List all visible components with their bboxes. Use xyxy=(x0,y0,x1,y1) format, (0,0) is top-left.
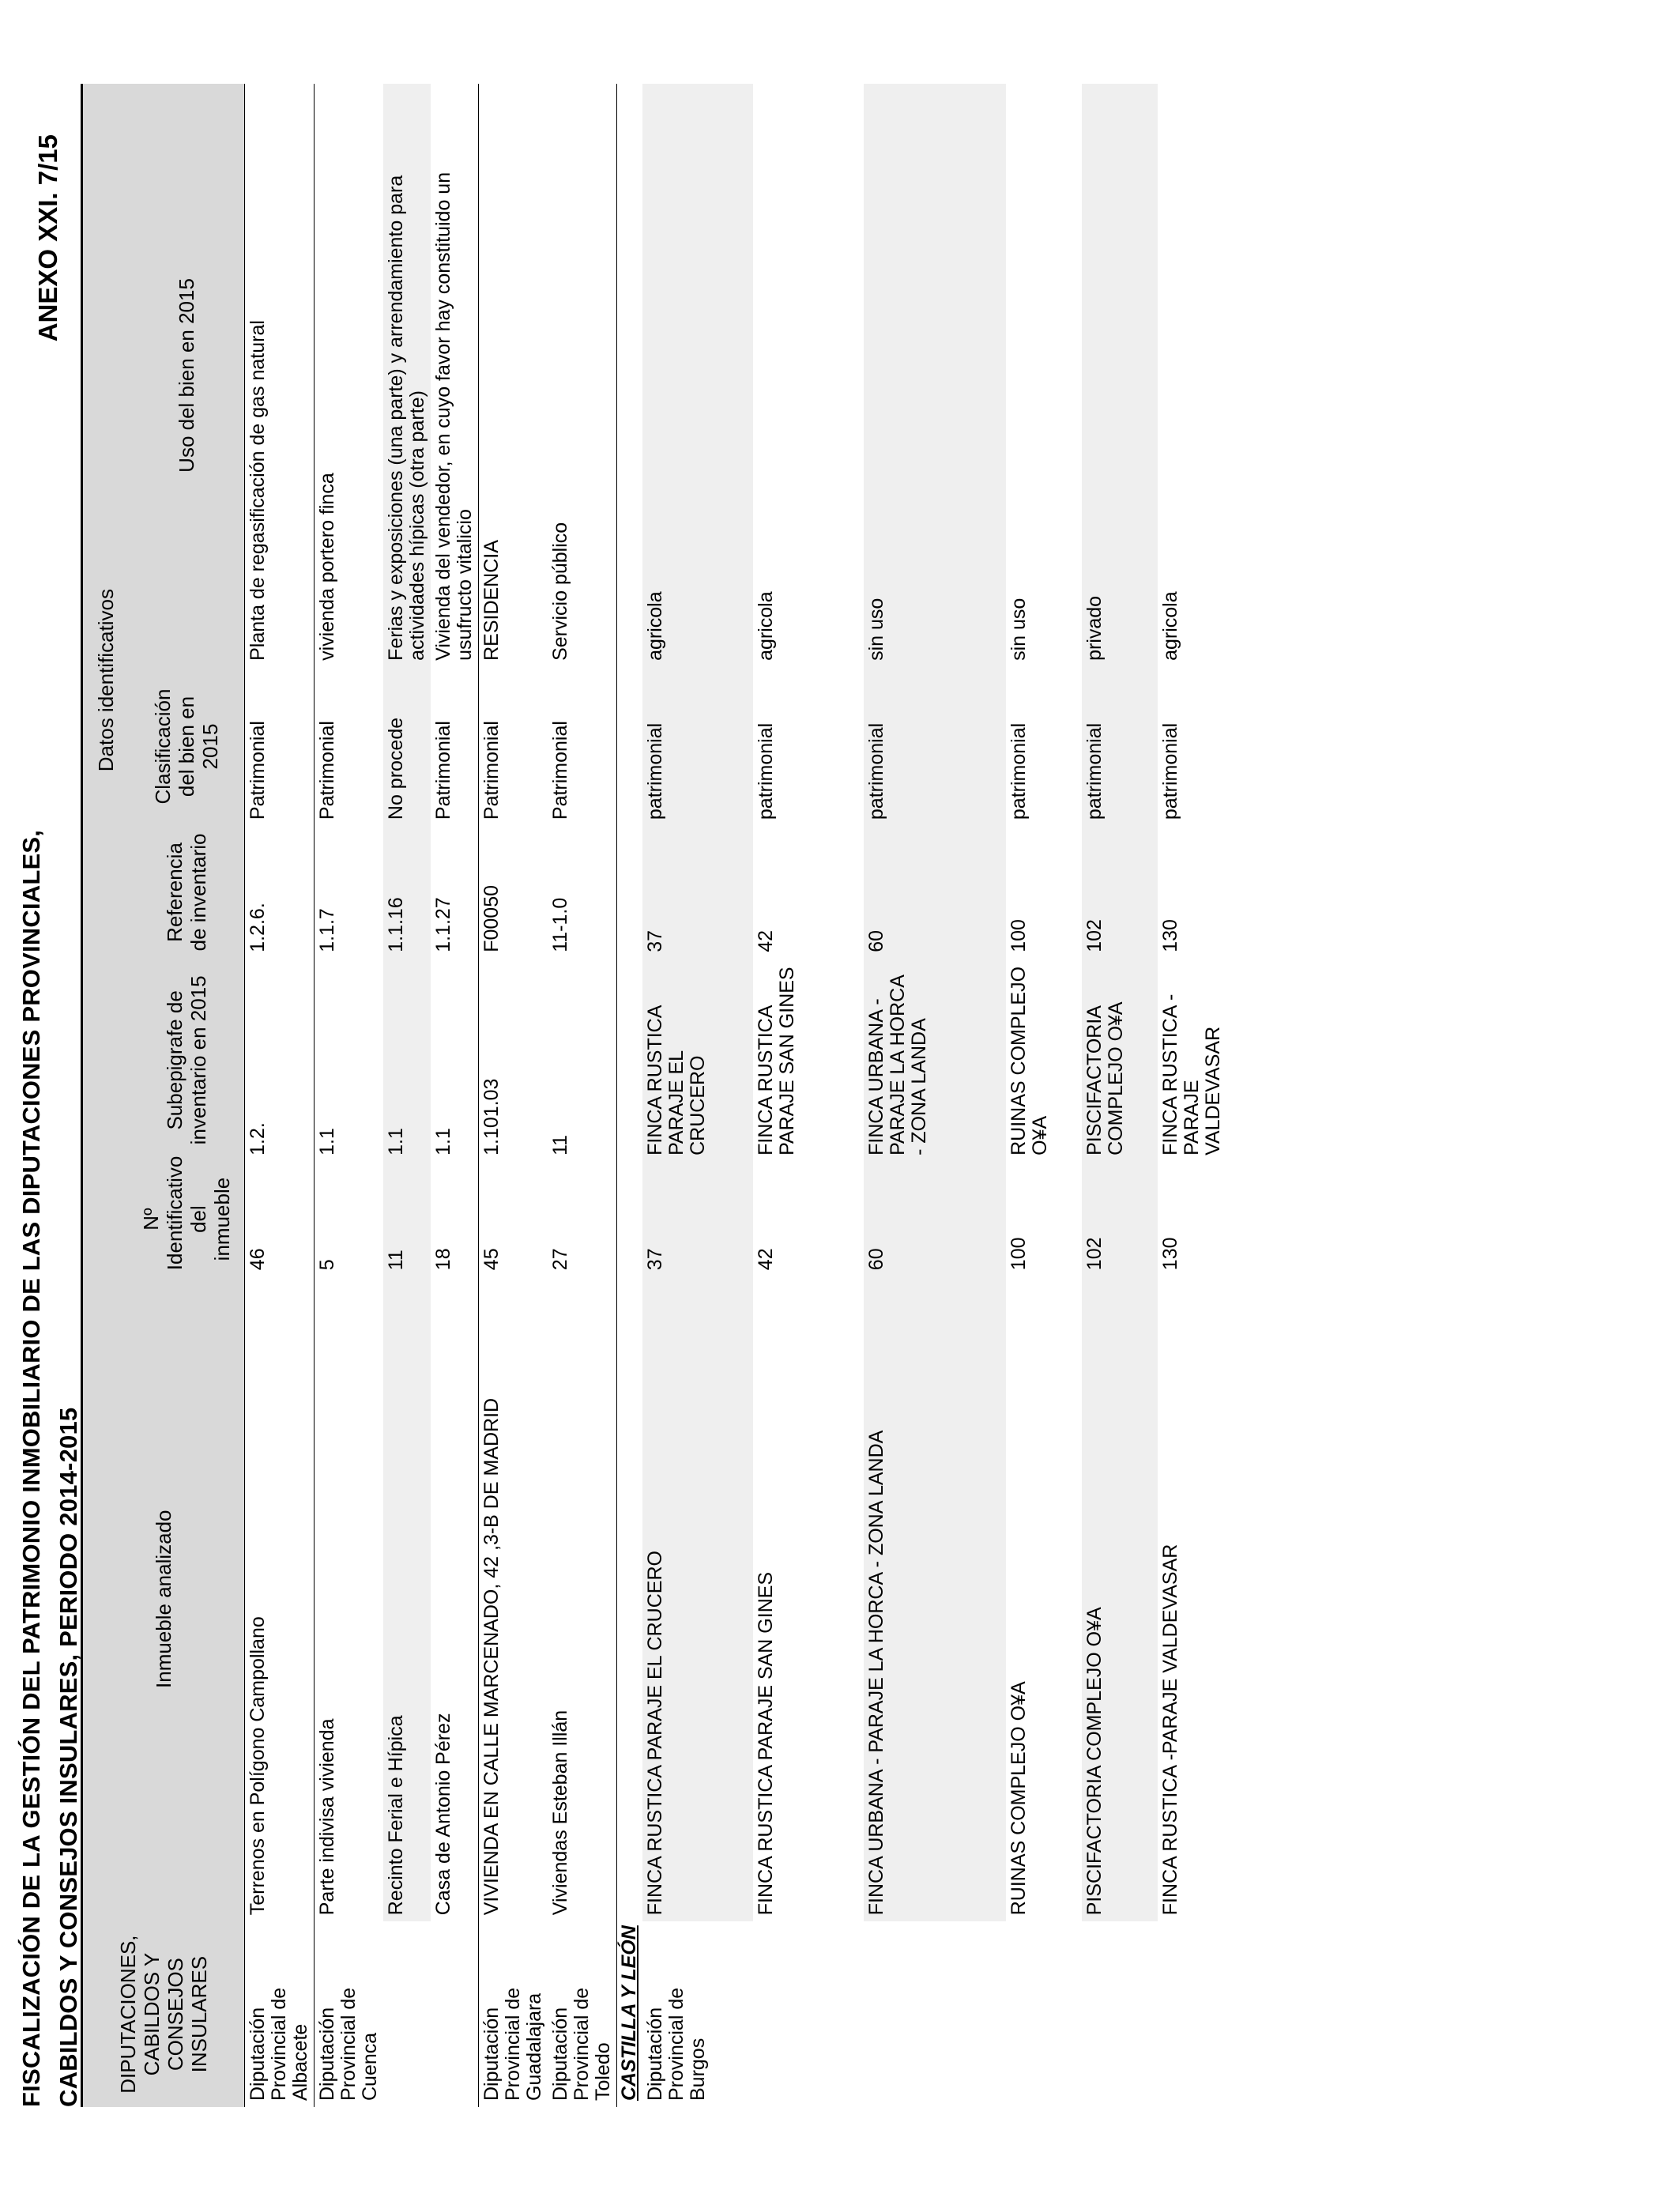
cell-numero: 102 xyxy=(1082,1162,1158,1276)
cell-diputacion xyxy=(383,1921,431,2107)
cell-subepigrafe: FINCA RUSTICA PARAJE EL CRUCERO xyxy=(642,959,753,1162)
cell-diputacion: Diputación Provincial de Albacete xyxy=(245,1921,315,2107)
title-line-1: FISCALIZACIÓN DE LA GESTIÓN DEL PATRIMONIO INMOBILIARIO DE LAS DIPUTACIONES PROVINCIALES, xyxy=(17,829,45,2107)
cell-numero: 42 xyxy=(755,1248,777,1271)
title-line-2: CABILDOS Y CONSEJOS INSULARES, PERIODO 2014-2015 xyxy=(55,1407,82,2107)
cell-uso: agricola xyxy=(642,84,753,667)
cell-inmueble: Recinto Ferial e Hípica xyxy=(385,1715,407,1916)
cell-uso: sin uso xyxy=(1008,598,1030,661)
table-row xyxy=(548,84,617,2107)
cell-subepigrafe: 11 xyxy=(549,1134,571,1155)
cell-uso: RESIDENCIA xyxy=(479,84,548,667)
inventory-table xyxy=(81,84,1260,2107)
col-header-numero: Nº Identificativo del inmueble xyxy=(129,1162,245,1276)
cell-uso: sin uso xyxy=(864,84,1006,667)
cell-referencia: 1.1.7 xyxy=(315,826,384,959)
col-header-inmueble: Inmueble analizado xyxy=(82,1276,245,1921)
table-row xyxy=(864,84,1006,2107)
cell-diputacion xyxy=(864,1921,1006,2107)
cell-diputacion xyxy=(431,1921,479,2107)
cell-subepigrafe: 1.1 xyxy=(315,959,384,1162)
cell-inmueble: Parte indivisa vivienda xyxy=(315,1276,384,1921)
cell-numero: 37 xyxy=(642,1162,753,1276)
cell-clasificacion: Patrimonial xyxy=(245,667,315,826)
cell-numero: 5 xyxy=(315,1162,384,1276)
cell-subepigrafe: FINCA RUSTICA PARAJE SAN GINES xyxy=(755,967,798,1155)
cell-diputacion: Diputación Provincial de Toledo xyxy=(549,1987,614,2101)
col-header-uso: Uso del bien en 2015 xyxy=(129,84,245,667)
cell-uso: Servicio público xyxy=(549,522,571,661)
cell-clasificacion: patrimonial xyxy=(864,667,1006,826)
cell-inmueble: Terrenos en Polígono Campollano xyxy=(245,1276,315,1921)
section-title: CASTILLA Y LEÓN xyxy=(617,84,643,2107)
cell-inmueble: PISCIFACTORIA COMPLEJO O¥A xyxy=(1082,1276,1158,1921)
cell-clasificacion: Patrimonial xyxy=(479,667,548,826)
cell-inmueble: FINCA RUSTICA PARAJE EL CRUCERO xyxy=(642,1276,753,1921)
cell-referencia: 42 xyxy=(755,929,777,952)
table-row xyxy=(1006,84,1082,2107)
cell-diputacion xyxy=(1082,1921,1158,2107)
cell-uso: agricola xyxy=(1159,591,1181,661)
cell-diputacion: Diputación Provincial de Guadalajara xyxy=(479,1921,548,2107)
cell-diputacion: Diputación Provincial de Cuenca xyxy=(315,1921,384,2107)
cell-uso: vivienda portero finca xyxy=(315,84,384,667)
table-row xyxy=(642,84,753,2107)
annex-label: ANEXO XXI. 7/15 xyxy=(33,134,62,342)
cell-clasificacion: patrimonial xyxy=(1082,667,1158,826)
table-row xyxy=(245,84,315,2107)
cell-diputacion xyxy=(1158,1921,1260,2107)
cell-subepigrafe: 1.1 xyxy=(385,1128,407,1155)
cell-referencia: 1.1.27 xyxy=(432,897,454,952)
col-header-subepigrafe: Subepigrafe de inventario en 2015 xyxy=(129,959,245,1162)
group-header: Datos identificativos xyxy=(82,84,130,1276)
cell-clasificacion: patrimonial xyxy=(755,722,777,820)
cell-numero: 27 xyxy=(549,1248,571,1271)
cell-referencia: 130 xyxy=(1159,919,1181,952)
cell-numero: 18 xyxy=(432,1248,454,1271)
cell-numero: 60 xyxy=(864,1162,1006,1276)
cell-uso: privado xyxy=(1082,84,1158,667)
cell-diputacion: Diputación Provincial de Burgos xyxy=(644,1987,709,2101)
cell-uso: Ferias y exposiciones (una parte) y arrendamiento para actividades hípicas (otra parte) xyxy=(385,175,428,661)
cell-referencia: 100 xyxy=(1008,919,1030,952)
table-row xyxy=(431,84,479,2107)
cell-subepigrafe: FINCA RUSTICA - PARAJE VALDEVASAR xyxy=(1159,993,1224,1155)
cell-clasificacion: patrimonial xyxy=(642,667,753,826)
cell-numero: 46 xyxy=(245,1162,315,1276)
col-header-clasificacion: Clasificación del bien en 2015 xyxy=(129,667,245,826)
cell-uso: Planta de regasificación de gas natural xyxy=(245,84,315,667)
cell-subepigrafe: FINCA URBANA - PARAJE LA HORCA - ZONA LANDA xyxy=(864,959,1006,1162)
cell-referencia: 37 xyxy=(642,826,753,959)
cell-referencia: 60 xyxy=(864,826,1006,959)
cell-numero: 45 xyxy=(479,1162,548,1276)
cell-inmueble: VIVIENDA EN CALLE MARCENADO, 42 ,3-B DE MADRID xyxy=(479,1276,548,1921)
cell-referencia: 1.1.16 xyxy=(385,897,407,952)
cell-clasificacion: patrimonial xyxy=(1159,722,1181,820)
col-header-referencia: Referencia de inventario xyxy=(129,826,245,959)
table-row xyxy=(1082,84,1158,2107)
cell-uso: agricola xyxy=(755,591,777,661)
cell-clasificacion: patrimonial xyxy=(1008,722,1030,820)
cell-inmueble: Viviendas Esteban Illán xyxy=(549,1710,571,1916)
table-row xyxy=(1158,84,1260,2107)
cell-inmueble: Casa de Antonio Pérez xyxy=(432,1713,454,1916)
cell-referencia: 11-1.0 xyxy=(549,897,571,952)
table-row xyxy=(753,84,864,2107)
cell-clasificacion: Patrimonial xyxy=(315,667,384,826)
cell-numero: 130 xyxy=(1159,1237,1181,1271)
cell-subepigrafe: 1.101.03 xyxy=(479,959,548,1162)
cell-diputacion xyxy=(753,1921,864,2107)
cell-clasificacion: No procede xyxy=(385,717,407,820)
cell-subepigrafe: PISCIFACTORIA COMPLEJO O¥A xyxy=(1082,959,1158,1162)
cell-numero: 11 xyxy=(385,1250,407,1271)
cell-diputacion xyxy=(1006,1921,1082,2107)
cell-clasificacion: Patrimonial xyxy=(432,721,454,820)
cell-referencia: F00050 xyxy=(479,826,548,959)
cell-uso: Vivienda del vendedor, en cuyo favor hay constituido un usufructo vitalicio xyxy=(432,172,476,661)
col-header-diputacion: DIPUTACIONES, CABILDOS Y CONSEJOS INSULARES xyxy=(82,1921,245,2107)
cell-numero: 100 xyxy=(1008,1237,1030,1271)
cell-subepigrafe: RUINAS COMPLEJO O¥A xyxy=(1008,966,1051,1155)
cell-referencia: 102 xyxy=(1082,826,1158,959)
table-row xyxy=(383,84,431,2107)
cell-inmueble: FINCA URBANA - PARAJE LA HORCA - ZONA LANDA xyxy=(864,1276,1006,1921)
cell-inmueble: FINCA RUSTICA PARAJE SAN GINES xyxy=(755,1571,777,1916)
cell-referencia: 1.2.6. xyxy=(245,826,315,959)
cell-inmueble: FINCA RUSTICA -PARAJE VALDEVASAR xyxy=(1159,1544,1181,1916)
cell-inmueble: RUINAS COMPLEJO O¥A xyxy=(1008,1681,1030,1916)
document-title xyxy=(13,830,87,2107)
cell-clasificacion: Patrimonial xyxy=(549,721,571,820)
cell-subepigrafe: 1.1 xyxy=(432,1128,454,1155)
table-row xyxy=(479,84,548,2107)
table-row xyxy=(315,84,384,2107)
section-row xyxy=(617,84,643,2107)
cell-subepigrafe: 1.2. xyxy=(245,959,315,1162)
